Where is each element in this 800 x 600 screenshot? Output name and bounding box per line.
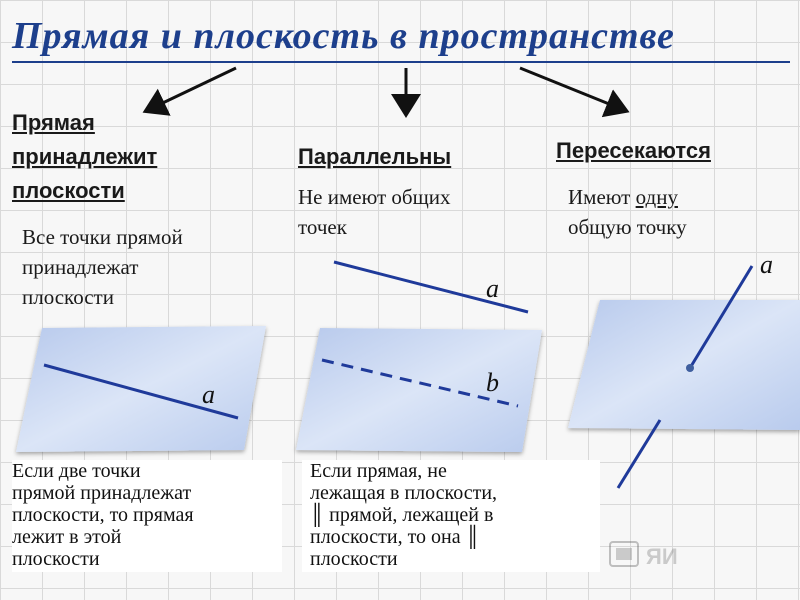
footer-belongs: [12, 460, 282, 572]
footer-belongs-line4: лежит в этой: [12, 526, 122, 548]
footer-parallel-line2: лежащая в плоскости,: [310, 482, 498, 504]
description-intersect-line2: общую точку: [568, 215, 687, 239]
heading-belongs: [12, 106, 157, 208]
footer-belongs-line5: плоскости: [12, 548, 100, 570]
heading-parallel: Параллельны: [298, 144, 452, 169]
description-intersect-underlined: одну: [635, 185, 678, 209]
line-a-lower: [618, 420, 660, 488]
description-belongs-line3: плоскости: [22, 285, 114, 309]
footer-belongs-line2: прямой принадлежат: [12, 482, 192, 504]
description-belongs-line1: Все точки прямой: [22, 225, 183, 249]
footer-parallel-line4: плоскости, то она ║: [310, 526, 480, 548]
heading-intersect: Пересекаются: [556, 138, 711, 163]
footer-parallel-line5: плоскости: [310, 548, 398, 570]
arrow-left: [148, 68, 236, 110]
plane-middle: [296, 328, 542, 452]
description-belongs-line2: принадлежат: [22, 255, 139, 279]
description-intersect-line1: [568, 182, 687, 212]
description-parallel-line1: Не имеют общих: [298, 185, 451, 209]
label-a-intersect: a: [760, 250, 773, 279]
page-title: Прямая и плоскость в пространстве: [12, 15, 675, 57]
footer-belongs-line1: Если две точки: [12, 460, 141, 482]
intersection-point: [686, 364, 694, 372]
heading-belongs-line1: Прямая: [12, 110, 95, 135]
description-parallel: [298, 182, 451, 242]
footer-parallel-line1: Если прямая, не: [310, 460, 447, 482]
label-a-parallel: a: [486, 274, 499, 303]
footer-belongs-line3: плоскости, то прямая: [12, 504, 194, 526]
heading-belongs-line3: плоскости: [12, 178, 125, 203]
heading-belongs-line2: принадлежит: [12, 144, 158, 169]
label-a-belongs: a: [202, 380, 215, 409]
label-b-parallel: b: [486, 368, 499, 397]
description-parallel-line2: точек: [298, 215, 347, 239]
plane-left: [16, 326, 266, 452]
description-belongs: [22, 222, 183, 312]
svg-text:ЯИ: ЯИ: [646, 544, 678, 569]
plane-right: [568, 300, 800, 430]
description-intersect-prefix: Имеют: [568, 185, 636, 209]
footer-parallel: [302, 460, 600, 572]
footer-parallel-line3: ║ прямой, лежащей в: [310, 504, 494, 526]
description-intersect: [568, 182, 687, 242]
arrow-right: [520, 68, 624, 110]
watermark-logo: [610, 542, 678, 569]
